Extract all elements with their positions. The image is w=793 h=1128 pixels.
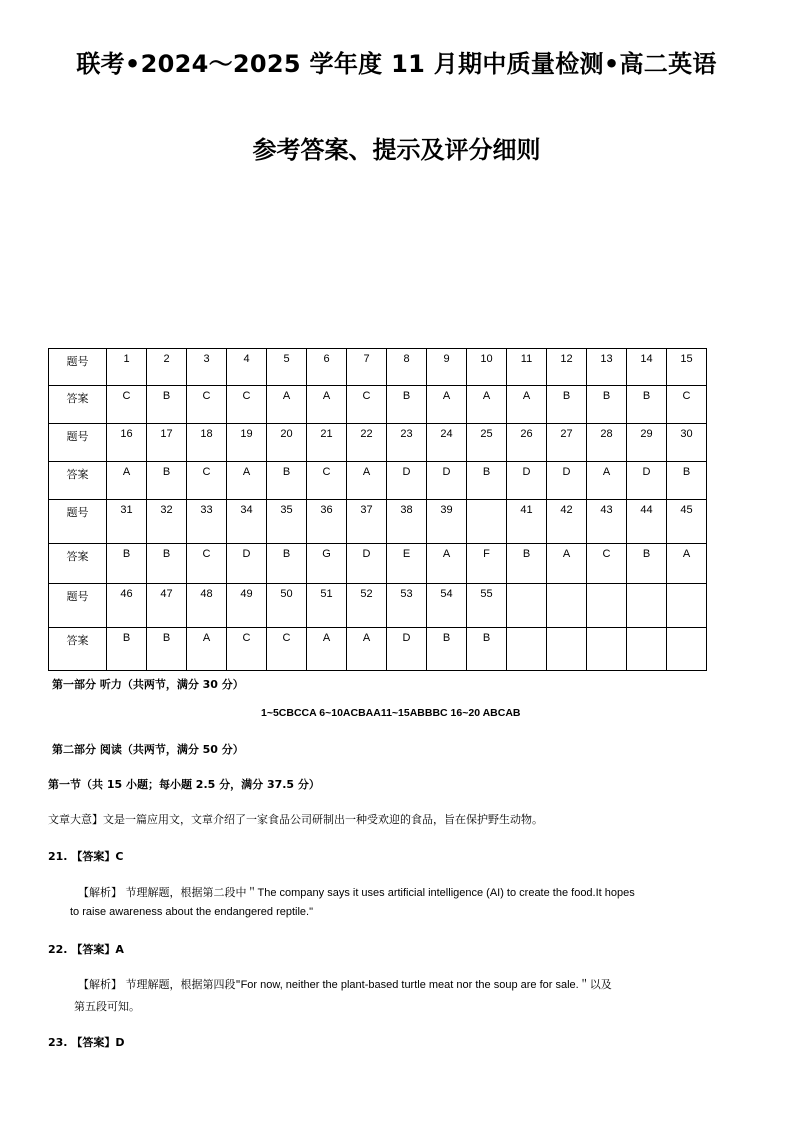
table-cell: G [307,544,347,584]
table-row [49,349,707,386]
table-cell: 24 [427,424,467,462]
table-cell [667,628,707,671]
table-cell [507,584,547,628]
table-cell: 43 [587,500,627,544]
table-cell [627,584,667,628]
table-cell: D [627,462,667,500]
table-cell: A [107,462,147,500]
table-cell: A [507,386,547,424]
table-cell: D [427,462,467,500]
q23-answer: 23. 【答案】D [48,1036,125,1049]
section2-heading: 第二部分 阅读（共两节，满分 50 分） [52,743,244,756]
table-cell: 38 [387,500,427,544]
table-cell: A [427,544,467,584]
table-cell: 45 [667,500,707,544]
table-cell [627,628,667,671]
table-cell: 15 [667,349,707,386]
row-header: 题号 [49,424,107,462]
table-cell: 17 [147,424,187,462]
table-cell: 49 [227,584,267,628]
table-cell: 28 [587,424,627,462]
table-cell: A [347,628,387,671]
table-cell [507,628,547,671]
table-cell: 53 [387,584,427,628]
table-cell: 52 [347,584,387,628]
table-cell: B [147,386,187,424]
table-cell: B [267,544,307,584]
table-cell: 32 [147,500,187,544]
table-cell: 27 [547,424,587,462]
table-cell: A [667,544,707,584]
table-cell: 47 [147,584,187,628]
table-cell: 34 [227,500,267,544]
table-cell: F [467,544,507,584]
table-cell: 22 [347,424,387,462]
table-cell: B [107,628,147,671]
table-cell: 16 [107,424,147,462]
section1-heading: 第一部分 听力（共两节，满分 30 分） [52,678,244,691]
table-cell: D [507,462,547,500]
q22-exp-en: For now, neither the plant-based turtle meat nor the soup are for sale. [240,979,579,991]
table-cell [587,584,627,628]
table-row [49,500,707,544]
table-cell: A [267,386,307,424]
table-row [49,544,707,584]
q22-exp-tail: ＂以及 [578,978,612,991]
table-cell: 31 [107,500,147,544]
table-cell: 55 [467,584,507,628]
table-cell: 50 [267,584,307,628]
table-cell: C [587,544,627,584]
q21-answer: 21. 【答案】C [48,850,124,863]
table-cell [587,628,627,671]
table-row [49,628,707,671]
table-cell: B [547,386,587,424]
table-cell: D [547,462,587,500]
table-cell: 29 [627,424,667,462]
table-cell: A [587,462,627,500]
table-cell: A [467,386,507,424]
table-cell: 20 [267,424,307,462]
table-cell: 51 [307,584,347,628]
table-cell: B [427,628,467,671]
table-cell: B [507,544,547,584]
table-cell: C [107,386,147,424]
row-header: 题号 [49,349,107,386]
table-cell: B [467,628,507,671]
table-cell: 9 [427,349,467,386]
table-cell: A [307,628,347,671]
row-header: 题号 [49,584,107,628]
table-cell: C [187,544,227,584]
section1-answers: 1~5CBCCA 6~10ACBAA11~15ABBBC 16~20 ABCAB [261,707,521,719]
table-cell: 14 [627,349,667,386]
table-cell: 41 [507,500,547,544]
table-cell: C [227,386,267,424]
table-cell [547,584,587,628]
table-cell: B [147,628,187,671]
table-cell: 39 [427,500,467,544]
table-cell: C [347,386,387,424]
table-cell: C [227,628,267,671]
table-cell [667,584,707,628]
table-cell: B [147,544,187,584]
table-cell: 37 [347,500,387,544]
table-cell: 36 [307,500,347,544]
table-cell: 30 [667,424,707,462]
table-cell: 6 [307,349,347,386]
q22-explanation-line2: 第五段可知。 [74,1000,140,1013]
table-cell: E [387,544,427,584]
table-cell: 11 [507,349,547,386]
table-cell: 10 [467,349,507,386]
row-header: 答案 [49,462,107,500]
table-cell: A [347,462,387,500]
table-row [49,462,707,500]
table-cell: C [267,628,307,671]
table-cell: 13 [587,349,627,386]
table-cell: B [667,462,707,500]
table-cell: C [667,386,707,424]
table-cell: 26 [507,424,547,462]
table-row [49,386,707,424]
table-cell: A [307,386,347,424]
table-cell: A [227,462,267,500]
section2-subheading: 第一节（共 15 小题；每小题 2.5 分，满分 37.5 分） [48,778,320,791]
table-cell: 33 [187,500,227,544]
row-header: 题号 [49,500,107,544]
table-cell [467,500,507,544]
table-cell: C [307,462,347,500]
answer-table [48,348,707,671]
row-header: 答案 [49,628,107,671]
table-cell: 5 [267,349,307,386]
table-cell: B [627,544,667,584]
table-cell: B [387,386,427,424]
table-cell: B [267,462,307,500]
table-cell: 46 [107,584,147,628]
q22-explanation-line1 [78,976,612,992]
table-cell: 8 [387,349,427,386]
page-title: 联考•2024～2025 学年度 11 月期中质量检测•高二英语 [76,50,717,78]
article-summary: 文章大意】文是一篇应用文，文章介绍了一家食品公司研制出一种受欢迎的食品，旨在保护野生动物。 [48,813,543,826]
table-cell: 42 [547,500,587,544]
table-cell: B [467,462,507,500]
table-cell [547,628,587,671]
table-cell: 7 [347,349,387,386]
table-cell: 44 [627,500,667,544]
table-cell: 3 [187,349,227,386]
table-row [49,584,707,628]
table-cell: B [627,386,667,424]
table-cell: D [347,544,387,584]
table-row [49,424,707,462]
page-subtitle: 参考答案、提示及评分细则 [252,136,541,164]
table-cell: B [147,462,187,500]
table-cell: 12 [547,349,587,386]
q21-exp-en: The company says it uses artificial intelligence (AI) to create the food.It hopes [257,887,635,899]
q21-exp-cn: 【解析】 节理解题，根据第二段中＂ [78,886,258,899]
table-cell: B [107,544,147,584]
q22-exp-cn: 【解析】 节理解题，根据第四段" [78,978,241,991]
q22-answer: 22. 【答案】A [48,943,124,956]
table-cell: 4 [227,349,267,386]
row-header: 答案 [49,386,107,424]
q21-explanation-line1 [78,884,635,900]
table-cell: C [187,386,227,424]
table-cell: D [387,628,427,671]
table-cell: 18 [187,424,227,462]
table-cell: A [427,386,467,424]
table-cell: B [587,386,627,424]
table-cell: 1 [107,349,147,386]
table-cell: A [187,628,227,671]
q21-explanation-line2: to raise awareness about the endangered reptile." [70,906,314,918]
table-cell: A [547,544,587,584]
table-cell: 19 [227,424,267,462]
row-header: 答案 [49,544,107,584]
table-cell: 25 [467,424,507,462]
table-cell: 54 [427,584,467,628]
table-cell: D [227,544,267,584]
table-cell: 21 [307,424,347,462]
table-cell: 48 [187,584,227,628]
table-cell: 23 [387,424,427,462]
table-cell: C [187,462,227,500]
table-cell: D [387,462,427,500]
table-cell: 2 [147,349,187,386]
table-cell: 35 [267,500,307,544]
